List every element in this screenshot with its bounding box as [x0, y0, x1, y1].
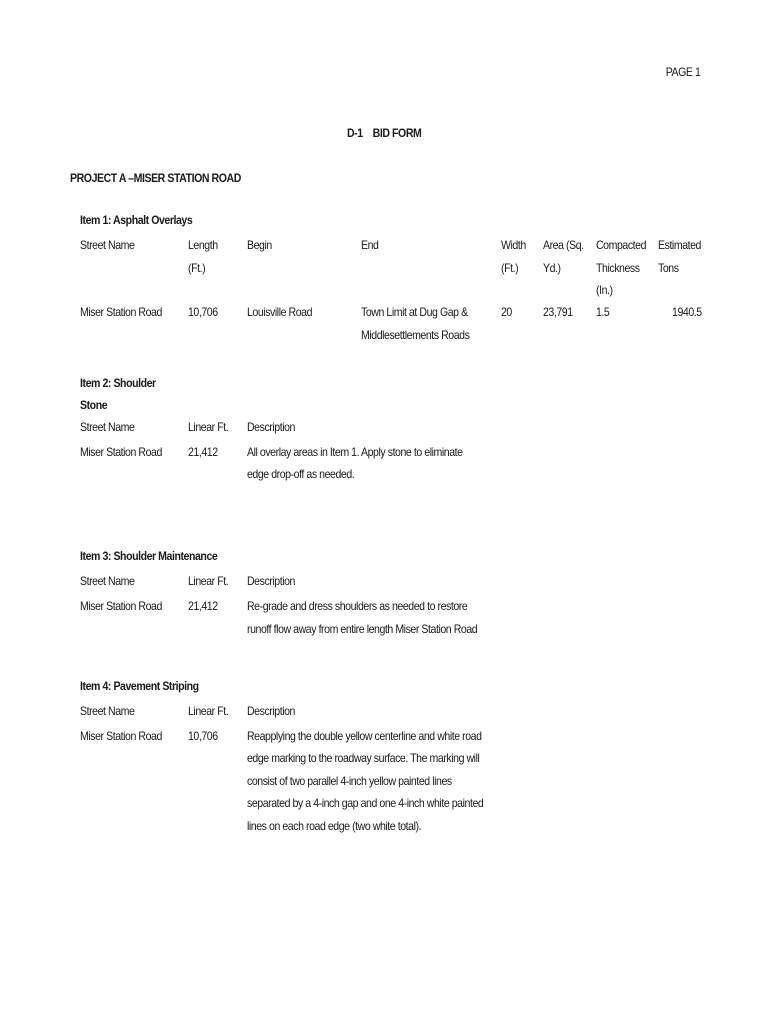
item4-header-linear-ft: Linear Ft.: [188, 704, 229, 718]
item4-description-line: separated by a 4-inch gap and one 4-inch white painted: [247, 796, 484, 810]
item3-linear-ft: 21,412: [188, 599, 218, 613]
item3-title: Item 3: Shoulder Maintenance: [80, 549, 218, 563]
page-number: PAGE 1: [665, 65, 700, 79]
item2-header-street-name: Street Name: [80, 420, 135, 434]
item4-description-line: consist of two parallel 4-inch yellow painted lines: [247, 774, 452, 788]
project-title: PROJECT A –MISER STATION ROAD: [70, 171, 241, 185]
item1-width: 20: [501, 305, 512, 319]
item2-header-linear-ft: Linear Ft.: [188, 420, 229, 434]
item1-thickness: 1.5: [596, 305, 610, 319]
item1-header-width-line: Width: [501, 238, 526, 252]
item1-title: Item 1: Asphalt Overlays: [80, 213, 193, 227]
item4-description-line: lines on each road edge (two white total).: [247, 819, 422, 833]
item1-header-thickness-line: (In.): [596, 283, 613, 297]
item1-street-name: Miser Station Road: [80, 305, 162, 319]
item4-header-description: Description: [247, 704, 295, 718]
item1-end-line: Town Limit at Dug Gap &: [361, 305, 468, 319]
item1-header-tons-line: Estimated: [658, 238, 701, 252]
item1-header-area-line: Yd.): [543, 261, 561, 275]
item2-street-name: Miser Station Road: [80, 445, 162, 459]
item2-title-line: Stone: [80, 398, 108, 412]
item4-linear-ft: 10,706: [188, 729, 218, 743]
item1-header-street-name: Street Name: [80, 238, 135, 252]
item1-header-end: End: [361, 238, 379, 252]
item4-street-name: Miser Station Road: [80, 729, 162, 743]
item4-header-street-name: Street Name: [80, 704, 135, 718]
item1-header-begin: Begin: [247, 238, 272, 252]
item3-description-line: Re-grade and dress shoulders as needed to restore: [247, 599, 468, 613]
item1-tons: 1940.5: [672, 305, 702, 319]
item4-description-line: Reapplying the double yellow centerline and white road: [247, 729, 482, 743]
item1-header-length-line: Length: [188, 238, 218, 252]
item3-header-linear-ft: Linear Ft.: [188, 574, 229, 588]
item1-end-line: Middlesettlements Roads: [361, 328, 470, 342]
item1-header-width-line: (Ft.): [501, 261, 519, 275]
item2-title-line: Item 2: Shoulder: [80, 376, 156, 390]
item4-title: Item 4: Pavement Striping: [80, 679, 199, 693]
form-title: D-1 BID FORM: [347, 126, 422, 140]
item3-description-line: runoff flow away from entire length Miser Station Road: [247, 622, 478, 636]
item1-header-length-line: (Ft.): [188, 261, 206, 275]
item3-header-street-name: Street Name: [80, 574, 135, 588]
item3-header-description: Description: [247, 574, 295, 588]
item1-header-thickness-line: Compacted: [596, 238, 647, 252]
item4-description-line: edge marking to the roadway surface. The marking will: [247, 751, 480, 765]
item2-header-description: Description: [247, 420, 295, 434]
item1-length: 10,706: [188, 305, 218, 319]
item2-description-line: edge drop-off as needed.: [247, 467, 355, 481]
item2-description-line: All overlay areas in Item 1. Apply stone to eliminate: [247, 445, 463, 459]
item1-area: 23,791: [543, 305, 573, 319]
item1-header-tons-line: Tons: [658, 261, 679, 275]
item1-header-thickness-line: Thickness: [596, 261, 640, 275]
item1-begin: Louisville Road: [247, 305, 313, 319]
item3-street-name: Miser Station Road: [80, 599, 162, 613]
item2-linear-ft: 21,412: [188, 445, 218, 459]
item1-header-area-line: Area (Sq.: [543, 238, 584, 252]
